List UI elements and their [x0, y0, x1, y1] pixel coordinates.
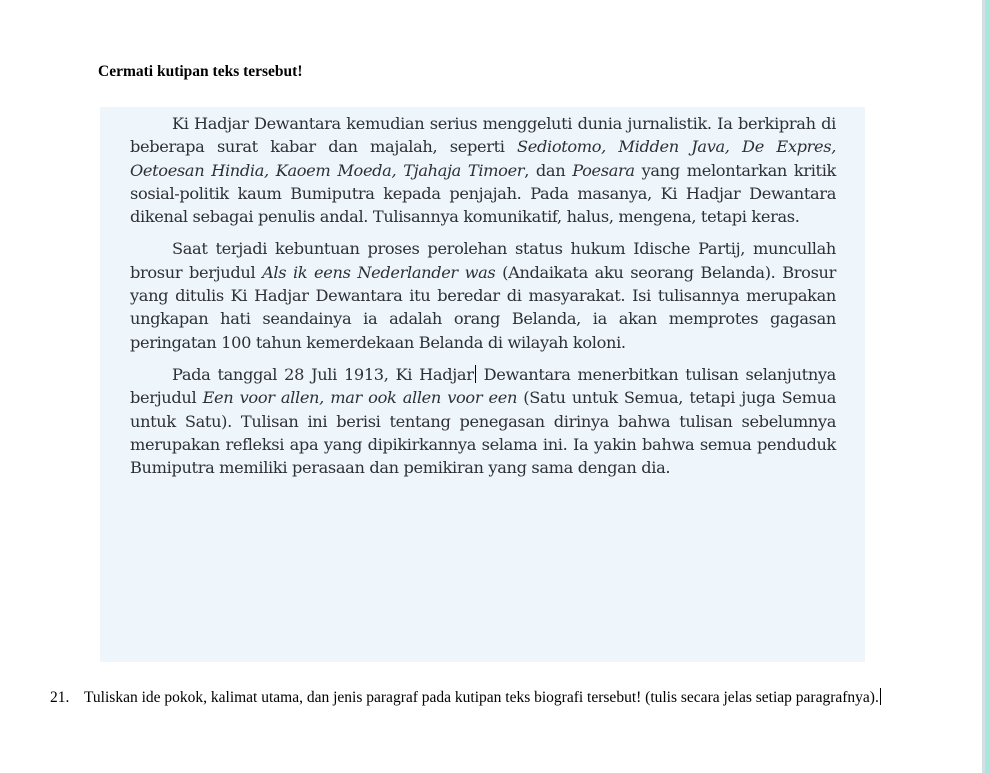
italic-text-run: Als ik eens Nederlander was [262, 262, 496, 282]
text-run: Saat terjadi kebuntuan proses perolehan status hukum Idische Partij, muncullah brosur berjudul [130, 239, 836, 282]
text-cursor [475, 365, 476, 383]
text-run: (Andaikata aku seorang Belanda). Brosur yang ditulis Ki Hadjar Dewantara itu beredar di masyarakat. Isi tulisannya merupakan ungkapan hati seandainya ia adalah orang Belanda, ia akan memprotes gagasan peringatan 100 tahun kemerdekaan Belanda di wilayah koloni. [130, 262, 837, 352]
text-run: Pada tanggal 28 Juli 1913, Ki Hadjar [172, 364, 474, 384]
quote-paragraph-3 [130, 363, 836, 479]
text-run: Ki Hadjar Dewantara kemudian serius menggeluti dunia jurnalistik. Ia berkiprah di beberapa surat kabar dan majalah, seperti [130, 114, 836, 157]
text-run: Dewantara menerbitkan tulisan selanjutnya berjudul [130, 364, 836, 408]
instruction-heading: Cermati kutipan teks tersebut! [98, 63, 303, 80]
text-run: , dan [524, 160, 573, 180]
text-run: yang melontarkan kritik sosial-politik kaum Bumiputra kepada penjajah. Pada masanya, Ki Hadjar Dewantara dikenal sebagai penulis andal. Tulisannya komunikatif, halus, mengena, tetapi keras. [130, 160, 836, 227]
italic-text-run: Sediotomo, Midden Java, De Expres, Oetoesan Hindia, Kaoem Moeda, Tjahaja Timoer [130, 137, 837, 180]
question-text-wrap [84, 687, 890, 709]
question-item[interactable] [50, 687, 890, 709]
text-cursor [880, 688, 881, 705]
quote-paragraph-1 [130, 112, 836, 228]
text-run: (Satu untuk Semua, tetapi juga Semua untuk Satu). Tulisan ini berisi tentang penegasan dirinya bahwa tulisan sebelumnya merupakan refleksi apa yang dipikirkannya selama ini. Ia yakin bahwa semua penduduk Bumiputra memiliki perasaan dan pemikiran yang sama dengan dia. [130, 388, 836, 478]
window-edge-accent [985, 0, 990, 773]
quote-paragraph-2 [130, 237, 836, 353]
italic-text-run: Een voor allen, mar ook allen voor een [202, 388, 518, 408]
quote-text[interactable] [130, 112, 836, 488]
question-text: Tuliskan ide pokok, kalimat utama, dan jenis paragraf pada kutipan teks biografi tersebut! (tulis secara jelas setiap paragrafnya). [84, 689, 879, 706]
italic-text-run: Poesara [572, 160, 635, 180]
question-number: 21. [50, 689, 70, 706]
